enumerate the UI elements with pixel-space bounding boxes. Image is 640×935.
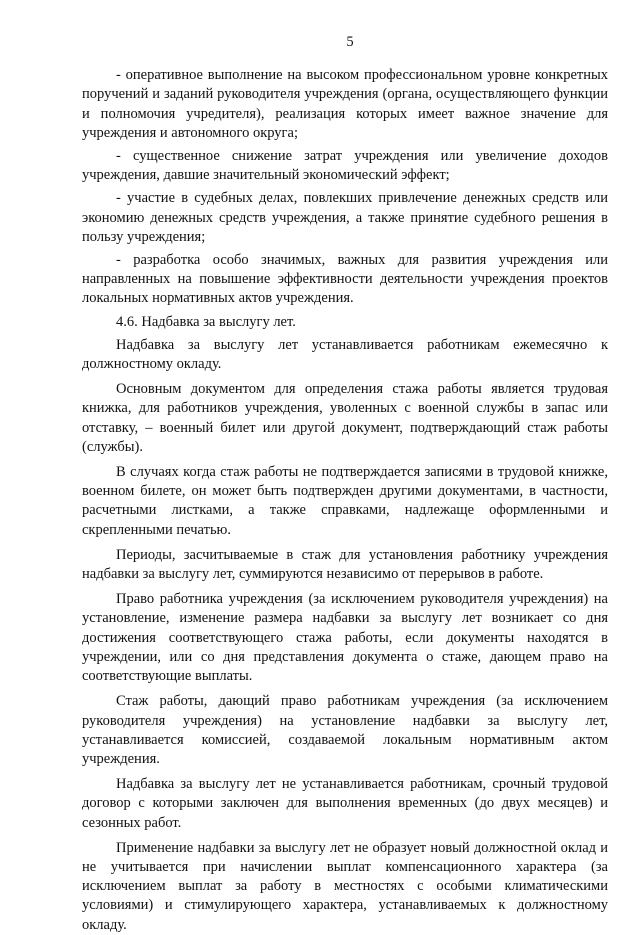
paragraph-bullet-2: - существенное снижение затрат учреждения или увеличение доходов учреждения, давшие значительный экономический эффект;	[82, 148, 608, 184]
paragraph-fixed-term: Надбавка за выслугу лет не устанавливается работникам, срочный трудовой договор с которыми заключен для выполнения временных (до двух месяцев) и сезонных работ.	[82, 776, 608, 831]
paragraph-right-to-bonus: Право работника учреждения (за исключением руководителя учреждения) на установление, изменение размера надбавки за выслугу лет возникает со дня достижения соответствующего стажа работы, если документы находятся в учреждении, или со дня представления документа о стаже, дающем право на соответствующие выплаты.	[82, 591, 608, 685]
paragraph-bullet-3: - участие в судебных делах, повлекших привлечение денежных средств или экономию денежных средств учреждения, а также принятие судебного решения в пользу учреждения;	[82, 190, 608, 245]
paragraph-bullet-1: - оперативное выполнение на высоком профессиональном уровне конкретных поручений и заданий руководителя учреждения (органа, осуществляющего функции и полномочия учредителя), реализация которых имеет важное значение для учреждения и автономного округа;	[82, 67, 608, 141]
paragraph-other-documents: В случаях когда стаж работы не подтверждается записями в трудовой книжке, военном билете, он может быть подтвержден другими документами, в частности, расчетными листками, а также справками, надлежаще оформленными и скрепленными печатью.	[82, 464, 608, 538]
paragraph-seniority-monthly: Надбавка за выслугу лет устанавливается работникам ежемесячно к должностному окладу.	[82, 336, 608, 373]
paragraph-bullet-4: - разработка особо значимых, важных для развития учреждения или направленных на повышение эффективности деятельности учреждения проектов локальных нормативных актов учреждения.	[82, 252, 608, 307]
paragraph-main-document: Основным документом для определения стажа работы является трудовая книжка, для работников учреждения, уволенных с военной службы в запас или отставку, – военный билет или другой документ, подтверждающий стаж работы (службы).	[82, 381, 608, 455]
section-heading-4-6: 4.6. Надбавка за выслугу лет.	[116, 313, 296, 330]
paragraph-periods: Периоды, засчитываемые в стаж для установления работнику учреждения надбавки за выслугу лет, суммируются независимо от перерывов в работе.	[82, 546, 608, 583]
paragraph-commission: Стаж работы, дающий право работникам учреждения (за исключением руководителя учреждения) на установление надбавки за выслугу лет, устанавливается комиссией, создаваемой локальным нормативным актом учреждения.	[82, 693, 608, 767]
page-number: 5	[346, 34, 354, 50]
paragraph-application: Применение надбавки за выслугу лет не образует новый должностной оклад и не учитывается при начислении выплат компенсационного характера (за исключением выплат за работу в местностях с особыми климатическими условиями) и стимулирующего характера, устанавливаемых к должностному окладу.	[82, 839, 608, 933]
